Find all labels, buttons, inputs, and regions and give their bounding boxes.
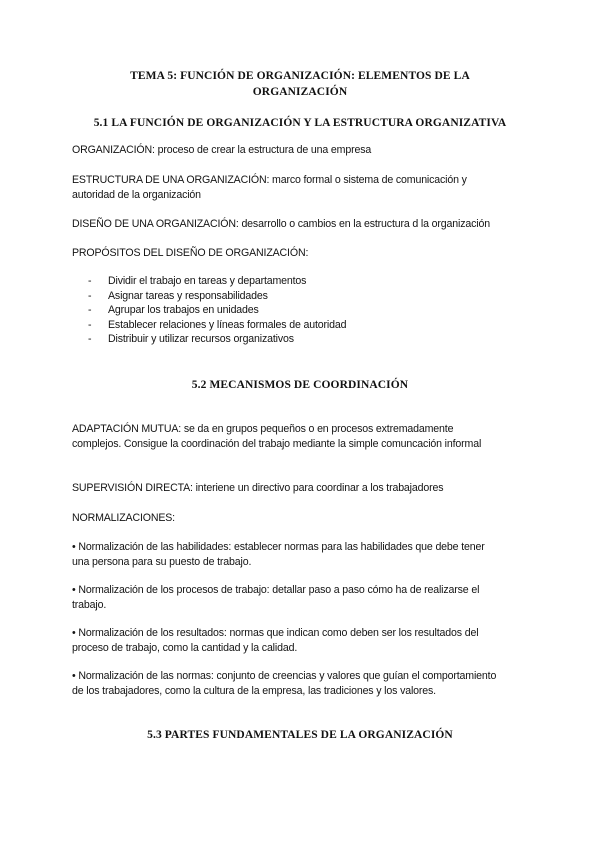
adaptacion-line1: ADAPTACIÓN MUTUA: se da en grupos pequeños o en procesos extremadamente (72, 423, 454, 435)
norm-procesos-line2: trabajo. (72, 599, 107, 611)
document-title-line2: ORGANIZACIÓN (252, 86, 348, 98)
adaptacion-mutua (72, 422, 542, 452)
list-item-text: Establecer relaciones y líneas formales de autoridad (108, 318, 347, 331)
list-item (88, 289, 488, 304)
norm-habilidades-line1: • Normalización de las habilidades: establecer normas para las habilidades que debe tener (72, 541, 485, 553)
section2-heading: 5.2 MECANISMOS DE COORDINACIÓN (191, 379, 409, 391)
list-dash: - (88, 333, 92, 345)
list-dash: - (88, 275, 92, 287)
list-item-text: Agrupar los trabajos en unidades (108, 304, 259, 316)
list-item (88, 303, 488, 318)
section3-heading: 5.3 PARTES FUNDAMENTALES DE LA ORGANIZACIÓN (147, 729, 453, 741)
list-item-text: Dividir el trabajo en tareas y departamentos (108, 275, 307, 287)
norm-normas (72, 669, 542, 699)
list-dash: - (88, 304, 92, 316)
list-dash: - (88, 289, 92, 302)
norm-habilidades-line2: una persona para su puesto de trabajo. (72, 556, 252, 568)
list-dash: - (88, 318, 92, 331)
document-title (60, 68, 540, 100)
supervision-directa: SUPERVISIÓN DIRECTA: interiene un directivo para coordinar a los trabajadores (72, 482, 444, 494)
def-estructura (72, 173, 532, 203)
norm-resultados-line1: • Normalización de los resultados: normas que indican como deben ser los resultados del (72, 627, 479, 639)
norm-normas-line1: • Normalización de las normas: conjunto de creencias y valores que guían el comportamiento (72, 670, 497, 682)
def-diseno: DISEÑO DE UNA ORGANIZACIÓN: desarrollo o cambios en la estructura d la organización (72, 218, 490, 230)
norm-procesos-line1: • Normalización de los procesos de trabajo: detallar paso a paso cómo ha de realizarse el (72, 584, 480, 596)
normalizaciones-label: NORMALIZACIONES: (72, 512, 175, 524)
section1-heading: 5.1 LA FUNCIÓN DE ORGANIZACIÓN Y LA ESTRUCTURA ORGANIZATIVA (93, 117, 507, 129)
norm-normas-line2: de los trabajadores, como la cultura de la empresa, las tradiciones y los valores. (72, 685, 436, 697)
norm-resultados-line2: proceso de trabajo, como la cantidad y la calidad. (72, 642, 298, 654)
propositos-label: PROPÓSITOS DEL DISEÑO DE ORGANIZACIÓN: (72, 247, 309, 259)
document-title-line1: TEMA 5: FUNCIÓN DE ORGANIZACIÓN: ELEMENTOS DE LA (130, 70, 470, 82)
list-item-text: Distribuir y utilizar recursos organizativos (108, 333, 294, 345)
list-item-text: Asignar tareas y responsabilidades (108, 289, 268, 302)
list-item (88, 332, 488, 347)
def-organizacion: ORGANIZACIÓN: proceso de crear la estructura de una empresa (72, 144, 372, 156)
norm-resultados (72, 626, 542, 656)
list-item (88, 318, 488, 333)
list-item (88, 274, 488, 289)
def-estructura-line2: autoridad de la organización (72, 189, 201, 201)
def-estructura-line1: ESTRUCTURA DE UNA ORGANIZACIÓN: marco formal o sistema de comunicación y (72, 174, 467, 186)
adaptacion-line2: complejos. Consigue la coordinación del trabajo mediante la simple comuncación informal (72, 438, 482, 450)
norm-procesos (72, 583, 542, 613)
norm-habilidades (72, 540, 542, 570)
